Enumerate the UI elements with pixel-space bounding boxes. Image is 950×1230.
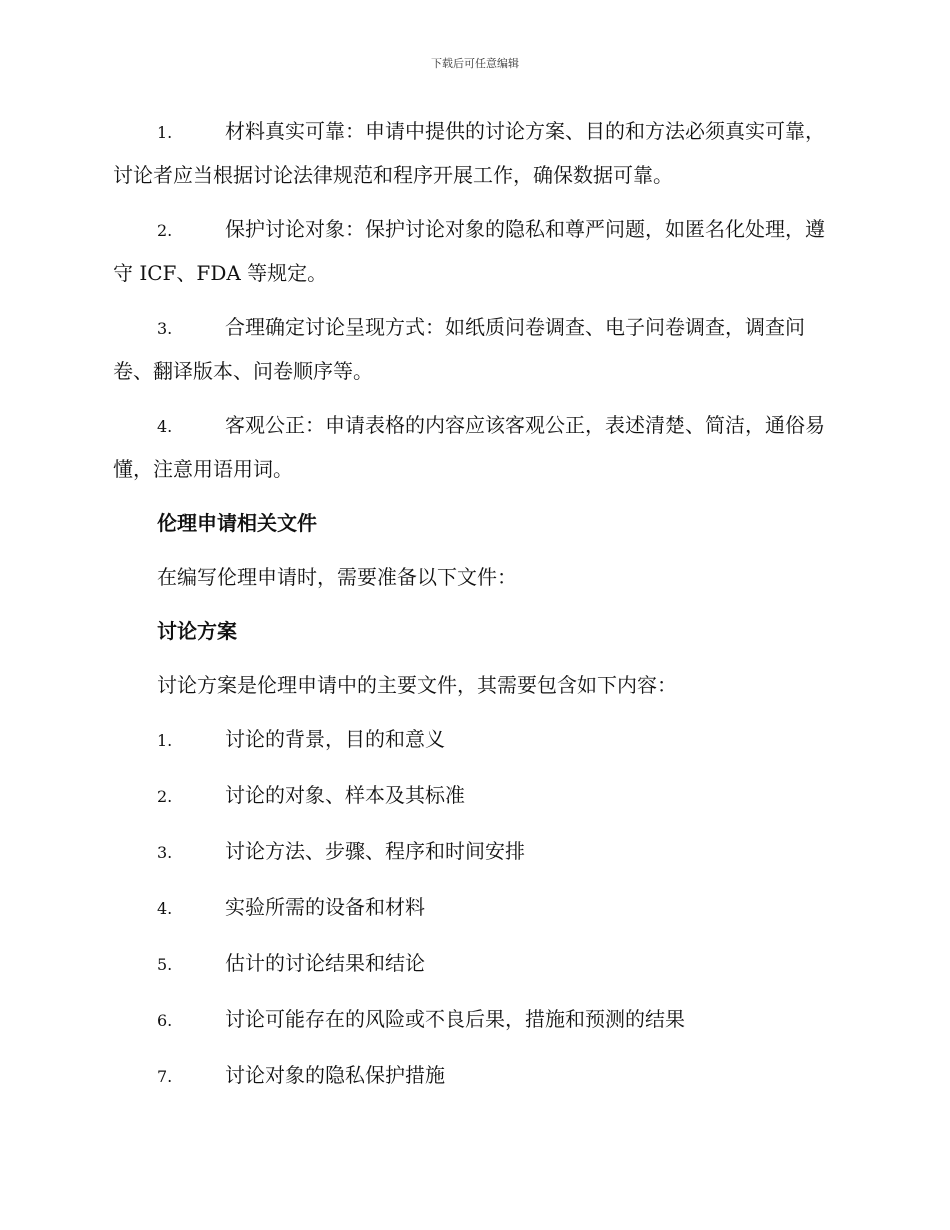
list-number: 1. bbox=[157, 123, 173, 142]
list-number: 1. bbox=[157, 731, 173, 750]
list-number: 7. bbox=[157, 1067, 173, 1086]
section-intro: 在编写伦理申请时，需要准备以下文件： bbox=[157, 565, 517, 589]
plan-item-3 bbox=[113, 830, 835, 874]
list-number: 2. bbox=[157, 787, 173, 806]
subsection-heading: 讨论方案 bbox=[157, 619, 237, 643]
subsection-intro: 讨论方案是伦理申请中的主要文件，其需要包含如下内容： bbox=[157, 673, 677, 697]
plan-item-7 bbox=[113, 1054, 835, 1098]
list-text: 讨论对象的隐私保护措施 bbox=[225, 1063, 445, 1087]
list-number: 3. bbox=[157, 319, 173, 338]
list-text: 讨论的背景，目的和意义 bbox=[225, 727, 445, 751]
list-text: 保护讨论对象：保护讨论对象的隐私和尊严问题，如匿名化处理，遵守 ICF、FDA 等规定。 bbox=[113, 217, 825, 285]
plan-item-5 bbox=[113, 942, 835, 986]
requirement-item-3 bbox=[113, 306, 835, 393]
list-text: 材料真实可靠：申请中提供的讨论方案、目的和方法必须真实可靠，讨论者应当根据讨论法律规范和程序开展工作，确保数据可靠。 bbox=[113, 119, 825, 187]
list-text: 讨论的对象、样本及其标准 bbox=[225, 783, 465, 807]
list-text: 讨论方法、步骤、程序和时间安排 bbox=[225, 839, 525, 863]
page-header: 下载后可任意编辑 bbox=[431, 57, 519, 70]
requirement-item-4 bbox=[113, 404, 835, 491]
list-number: 6. bbox=[157, 1011, 173, 1030]
list-number: 3. bbox=[157, 843, 173, 862]
list-text: 合理确定讨论呈现方式：如纸质问卷调查、电子问卷调查，调查问卷、翻译版本、问卷顺序等。 bbox=[113, 315, 805, 383]
list-text: 估计的讨论结果和结论 bbox=[225, 951, 425, 975]
requirement-item-2 bbox=[113, 208, 835, 295]
plan-item-1 bbox=[113, 718, 835, 762]
requirement-item-1 bbox=[113, 110, 835, 197]
list-number: 4. bbox=[157, 417, 173, 436]
list-number: 2. bbox=[157, 221, 173, 240]
plan-item-2 bbox=[113, 774, 835, 818]
list-text: 客观公正：申请表格的内容应该客观公正，表述清楚、简洁，通俗易懂，注意用语用词。 bbox=[113, 413, 825, 481]
list-text: 实验所需的设备和材料 bbox=[225, 895, 425, 919]
list-number: 5. bbox=[157, 955, 173, 974]
list-number: 4. bbox=[157, 899, 173, 918]
plan-item-4 bbox=[113, 886, 835, 930]
section-heading: 伦理申请相关文件 bbox=[157, 511, 317, 535]
list-text: 讨论可能存在的风险或不良后果，措施和预测的结果 bbox=[225, 1007, 685, 1031]
page-content bbox=[113, 110, 835, 1110]
plan-item-6 bbox=[113, 998, 835, 1042]
